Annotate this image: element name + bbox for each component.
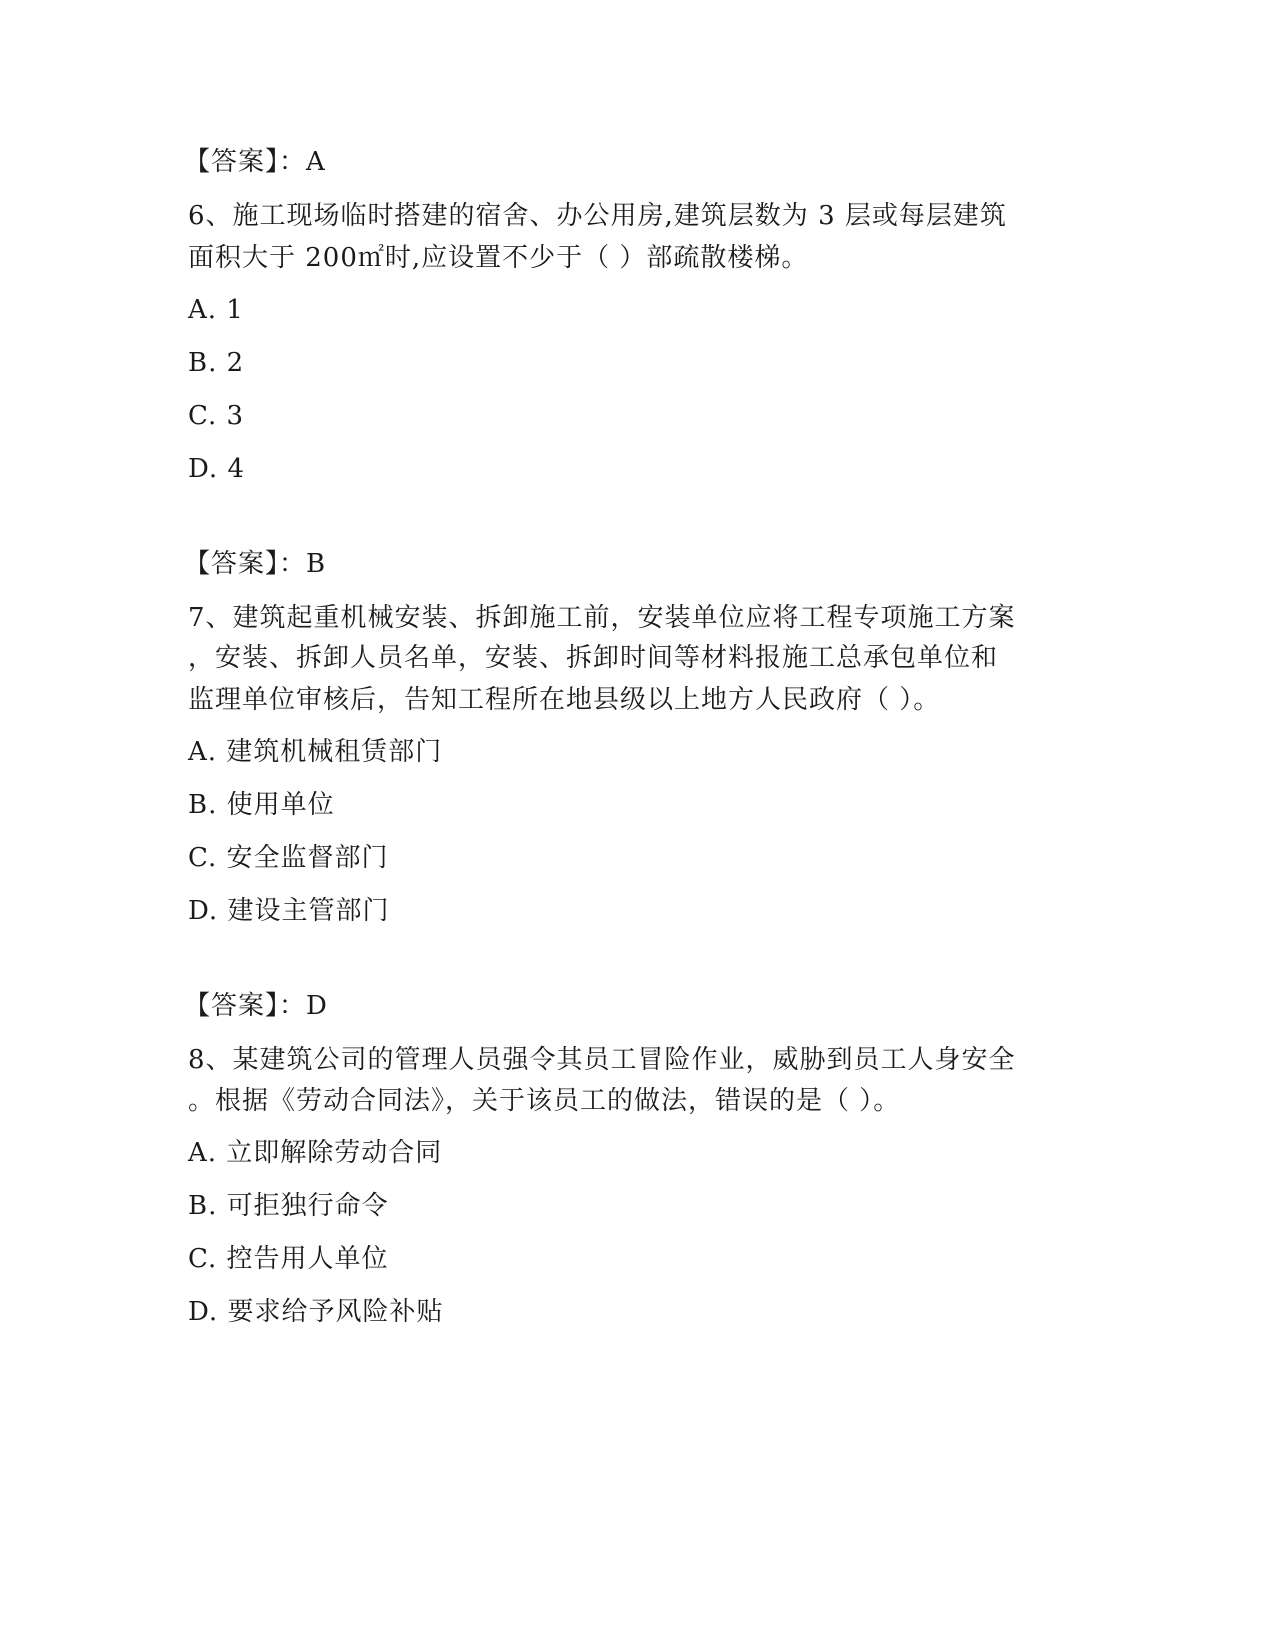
question-8-option-d: D. 要求给予风险补贴 (188, 1297, 444, 1327)
question-7-line-3: 监理单位审核后，告知工程所在地县级以上地方人民政府（ ）。 (188, 685, 941, 715)
answer-value: D (306, 991, 328, 1021)
answer-value: B (306, 549, 327, 579)
answer-value: A (306, 147, 326, 177)
question-8-option-b: B. 可拒独行命令 (188, 1191, 389, 1221)
question-7-option-c: C. 安全监督部门 (188, 843, 389, 873)
question-8-option-a: A. 立即解除劳动合同 (188, 1138, 443, 1168)
question-6-option-c: C. 3 (188, 401, 245, 431)
answer-label: 【答案】： (184, 147, 307, 177)
answer-line-q6 (184, 546, 326, 582)
question-7-option-b: B. 使用单位 (188, 790, 335, 820)
question-7-option-a: A. 建筑机械租赁部门 (188, 737, 443, 767)
question-8-line-1: 8、某建筑公司的管理人员强令其员工冒险作业，威胁到员工人身安全 (188, 1045, 1016, 1075)
question-8-option-c: C. 控告用人单位 (188, 1244, 389, 1274)
answer-label: 【答案】： (184, 549, 307, 579)
question-6-option-a: A. 1 (188, 295, 244, 325)
question-7-line-2: ，安装、拆卸人员名单，安装、拆卸时间等材料报施工总承包单位和 (188, 643, 999, 673)
question-6-line-2: 面积大于 200㎡时,应设置不少于（ ）部疏散楼梯。 (188, 243, 809, 273)
answer-label: 【答案】： (184, 991, 307, 1021)
answer-line-q7 (184, 988, 328, 1024)
question-7-option-d: D. 建设主管部门 (188, 896, 390, 926)
question-6-option-d: D. 4 (188, 454, 245, 484)
question-6-option-b: B. 2 (188, 348, 245, 378)
answer-line-q5 (184, 144, 326, 180)
question-6-line-1: 6、施工现场临时搭建的宿舍、办公用房,建筑层数为 3 层或每层建筑 (188, 201, 1007, 231)
question-8-line-2: 。根据《劳动合同法》，关于该员工的做法，错误的是（ ）。 (188, 1086, 901, 1116)
question-7-line-1: 7、建筑起重机械安装、拆卸施工前，安装单位应将工程专项施工方案 (188, 603, 1016, 633)
